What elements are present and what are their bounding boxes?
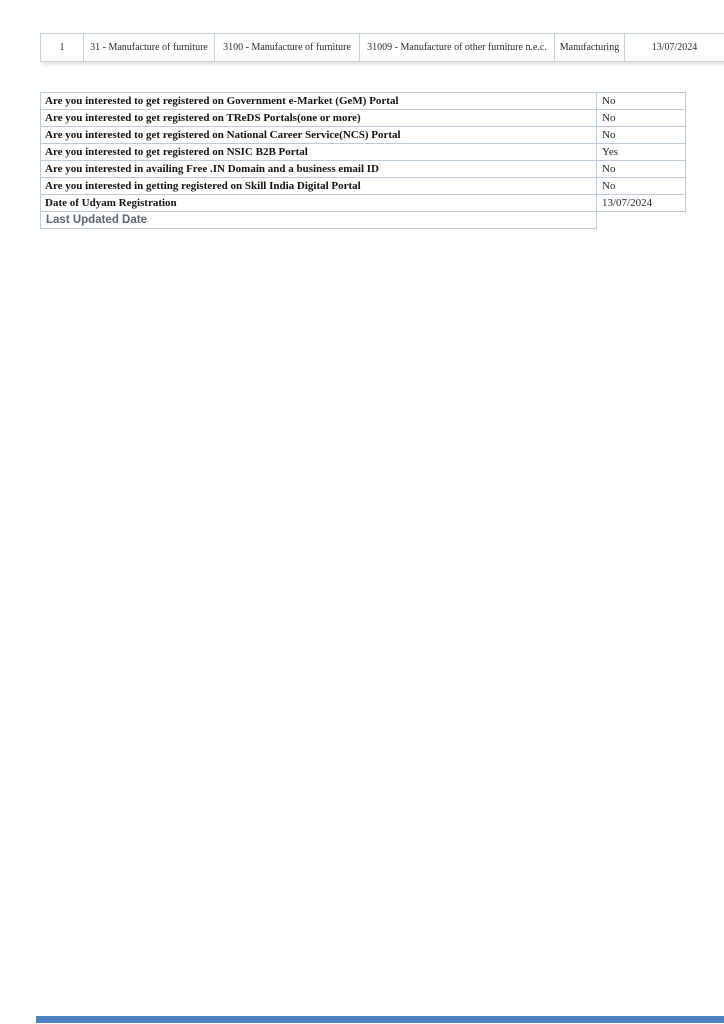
classification-nic-2digit: 31 - Manufacture of furniture [83,34,214,61]
last-updated-label: Last Updated Date [40,211,597,229]
question-label: Are you interested to get registered on NSIC B2B Portal [40,143,597,161]
question-value: No [596,92,686,110]
table-row [40,160,686,178]
question-value: No [596,126,686,144]
table-row [40,194,686,212]
question-value: 13/07/2024 [596,194,686,212]
table-row [40,109,686,127]
question-value: No [596,177,686,195]
question-label: Are you interested to get registered on National Career Service(NCS) Portal [40,126,597,144]
questions-table [40,92,686,229]
classification-activity: Manufacturing [554,34,624,61]
classification-serial-no: 1 [59,42,65,53]
classification-nic-5digit: 31009 - Manufacture of other furniture n.e.c. [359,34,554,61]
question-label: Are you interested in getting registered on Skill India Digital Portal [40,177,597,195]
last-updated-row [40,211,686,229]
question-label: Date of Udyam Registration [40,194,597,212]
table-row [40,143,686,161]
question-value: No [596,109,686,127]
question-label: Are you interested to get registered on TReDS Portals(one or more) [40,109,597,127]
classification-nic-4digit: 3100 - Manufacture of furniture [214,34,359,61]
question-label: Are you interested to get registered on Government e-Market (GeM) Portal [40,92,597,110]
table-row [40,92,686,110]
question-value: Yes [596,143,686,161]
classification-date: 13/07/2024 [624,34,724,61]
table-row [40,177,686,195]
page-footer-bar [36,1016,724,1023]
question-value: No [596,160,686,178]
question-label: Are you interested in availing Free .IN Domain and a business email ID [40,160,597,178]
classification-table [40,33,724,62]
table-row [40,126,686,144]
